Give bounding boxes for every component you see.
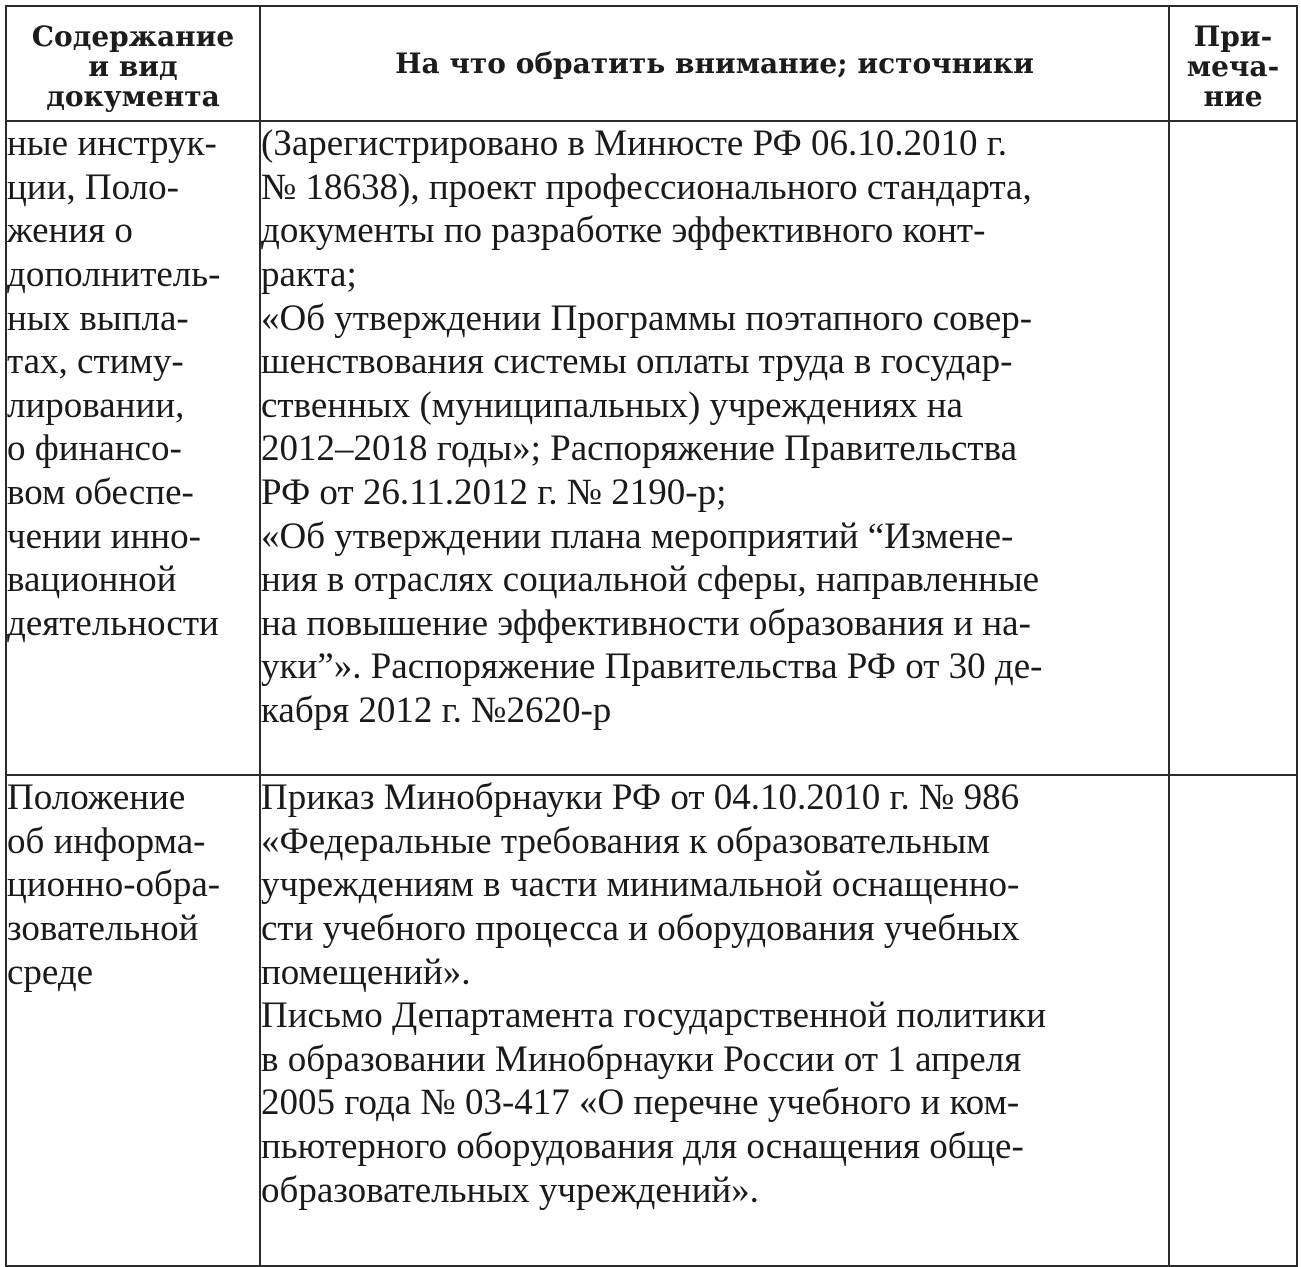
table-cell-note [1169, 775, 1297, 1266]
header-note: При- меча- ние [1169, 6, 1297, 121]
table-cell-sources [260, 121, 1169, 775]
table-cell-note [1169, 121, 1297, 775]
content-text: ные инструк- ции, Поло- жения о дополнитель- ных выпла- тах, стиму- лировании, о финансо- вом обеспе- чении инно- вационной деятельности [7, 123, 221, 644]
header-sources: На что обратить внимание; источники [260, 6, 1169, 121]
sources-text: Приказ Минобрнауки РФ от 04.10.2010 г. № 986 «Федеральные требования к образовательным учреждениям в части минимальной оснащенно- сти учебного процесса и оборудования учебных помещений». Письмо Департамента государственной политики в образовании Минобрнауки России от 1 апреля 2005 года № 03-417 «О перечне учебного и ком- пьютерного оборудования для оснащения обще- образовательных учреждений». [261, 777, 1047, 1211]
table-row [6, 121, 1297, 775]
table-cell-content [6, 775, 260, 1266]
sources-text: (Зарегистрировано в Минюсте РФ 06.10.2010 г. № 18638), проект профессионального стандарта, документы по разработке эффективного конт- ракта; «Об утверждении Программы поэтапного совер- шенствования системы оплаты труда в государ- ственных (муниципальных) учреждениях на 2012–2018 годы»; Распоряжение Правительства РФ от 26.11.2012 г. № 2190-р; «Об утверждении плана мероприятий “Измене- ния в отраслях социальной сферы, направленные на повышение эффективности образования и на- уки”». Распоряжение Правительства РФ от 30 де- кабря 2012 г. №2620-р [261, 123, 1043, 731]
table-header-row [6, 6, 1297, 121]
content-text: Положение об информа- ционно-обра- зовательной среде [7, 777, 221, 993]
header-content-type: Содержание и вид документа [6, 6, 260, 121]
table-cell-sources [260, 775, 1169, 1266]
table-row [6, 775, 1297, 1266]
table-cell-content [6, 121, 260, 775]
document-table [5, 5, 1298, 1267]
